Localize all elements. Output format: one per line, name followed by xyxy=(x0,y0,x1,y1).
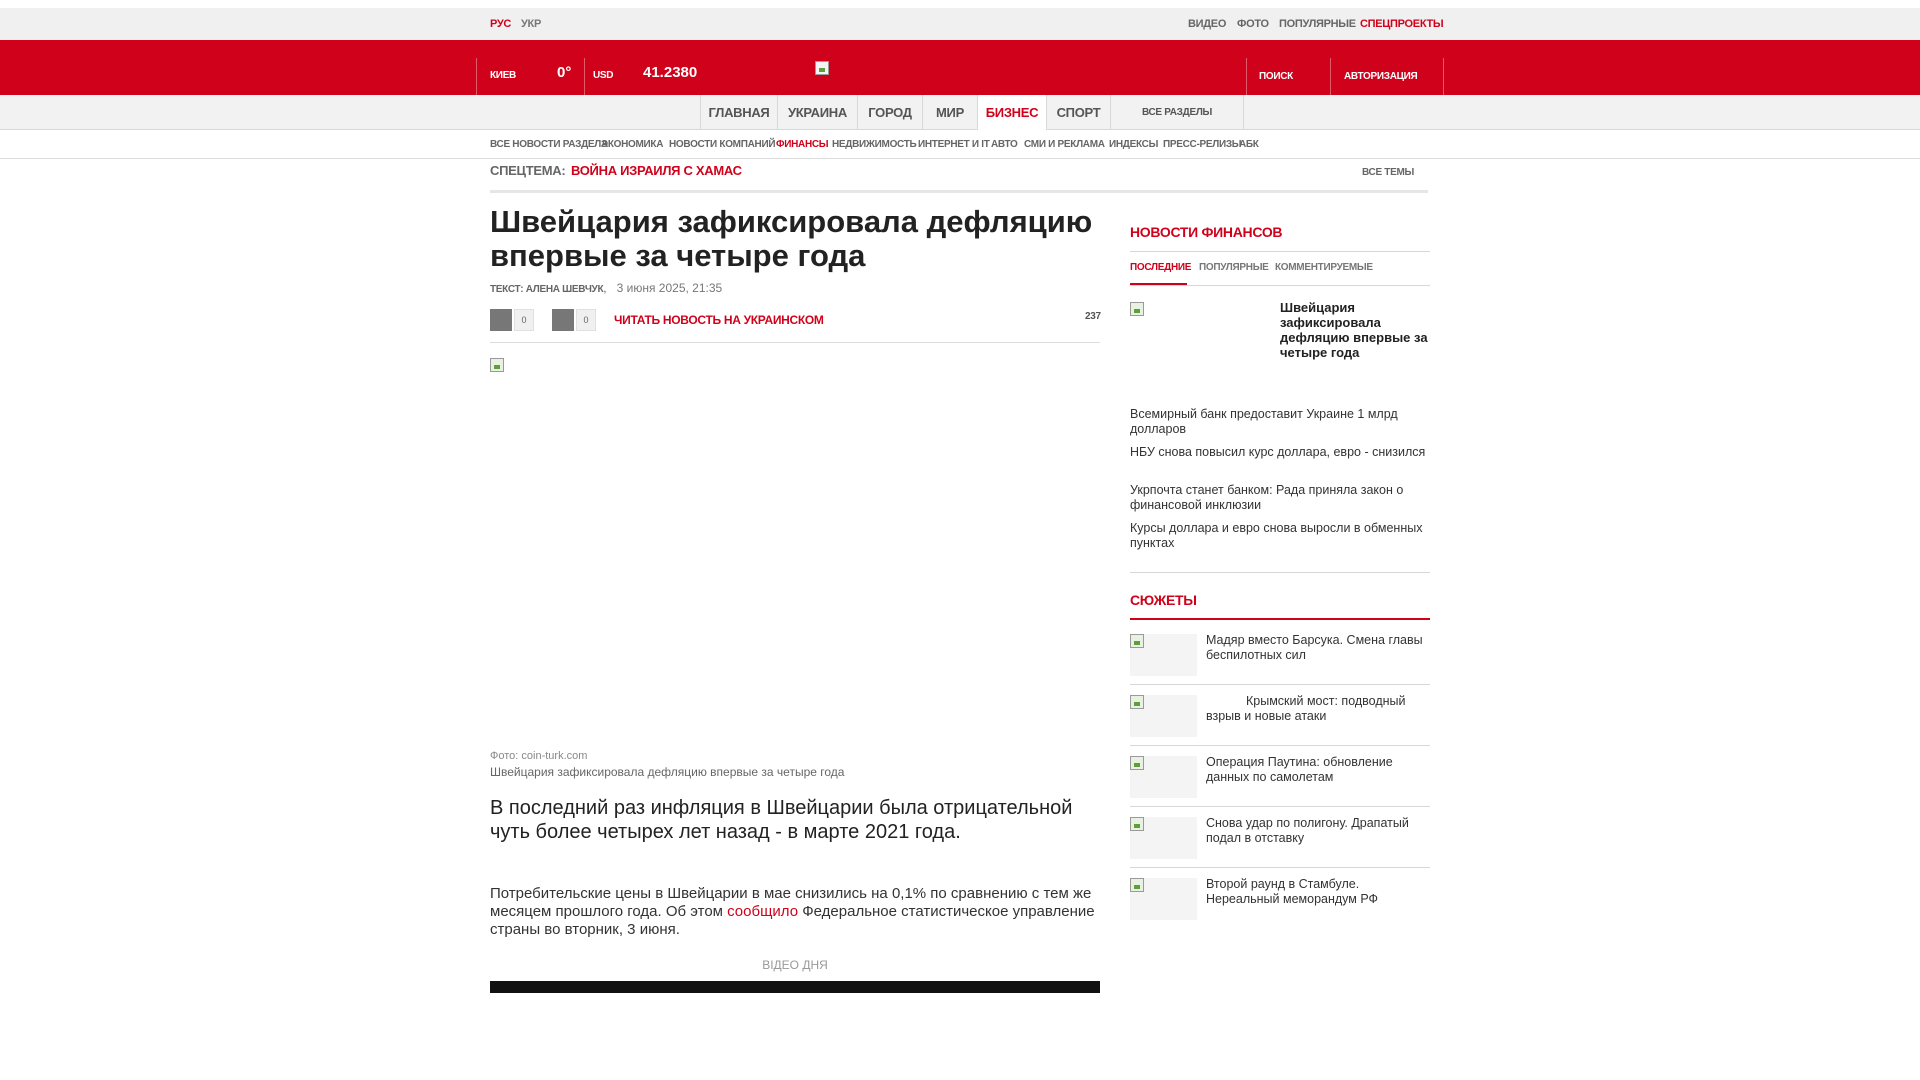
read-in-ukrainian-link[interactable]: ЧИТАТЬ НОВОСТЬ НА УКРАИНСКОМ xyxy=(614,313,824,327)
nav-business[interactable]: БИЗНЕС xyxy=(977,95,1046,130)
divider xyxy=(1330,58,1331,95)
lang-uk-link[interactable]: УКР xyxy=(521,18,541,30)
currency-label: USD xyxy=(593,70,614,81)
divider xyxy=(476,58,477,95)
broken-image-icon xyxy=(1130,634,1144,648)
video-player[interactable] xyxy=(490,981,1100,993)
nav-ukraine[interactable]: УКРАИНА xyxy=(777,95,857,130)
story-thumbnail[interactable] xyxy=(1130,878,1197,920)
nav-world[interactable]: МИР xyxy=(922,95,977,130)
divider xyxy=(1130,867,1430,868)
divider xyxy=(1443,58,1444,95)
header-bar xyxy=(0,40,1920,95)
story-thumbnail[interactable] xyxy=(1130,756,1197,798)
currency-rate: 41.2380 xyxy=(643,64,698,81)
divider xyxy=(1130,618,1430,620)
divider xyxy=(1130,251,1430,252)
lang-ru-link[interactable]: РУС xyxy=(490,18,512,30)
story-thumbnail[interactable] xyxy=(1130,695,1197,737)
subnav-media[interactable]: СМИ И РЕКЛАМА xyxy=(1024,139,1105,150)
subnav-all-news[interactable]: ВСЕ НОВОСТИ РАЗДЕЛА xyxy=(490,139,608,150)
article-title: Швейцария зафиксировала дефляцию впервые за четыре года xyxy=(490,204,1093,273)
story-link[interactable]: Мадяр вместо Барсука. Смена главы беспилотных сил xyxy=(1206,633,1423,662)
divider xyxy=(1130,285,1430,286)
story-link[interactable]: Второй раунд в Стамбуле. Нереальный меморандум РФ xyxy=(1206,877,1379,906)
main-nav xyxy=(0,95,1920,130)
broken-image-icon[interactable] xyxy=(1130,302,1144,316)
divider xyxy=(1130,684,1430,685)
top-bar xyxy=(0,8,1920,40)
site-logo[interactable] xyxy=(815,61,831,77)
tab-latest[interactable]: ПОСЛЕДНИЕ xyxy=(1130,262,1192,273)
broken-image-icon xyxy=(490,358,504,372)
auth-button[interactable]: АВТОРИЗАЦИЯ xyxy=(1344,71,1418,82)
divider xyxy=(490,342,1100,343)
news-link[interactable]: Укрпочта станет банком: Рада приняла закон о финансовой инклюзии xyxy=(1130,483,1404,512)
article-author[interactable]: ТЕКСТ: АЛЕНА ШЕВЧУК xyxy=(490,284,604,295)
body-text: Потребительские цены в Швейцарии в мае снизились на 0,1% по сравнению с тем же месяцем прошлого года. Об этом xyxy=(490,885,1092,920)
news-link[interactable]: НБУ снова повысил курс доллара, евро - снизился xyxy=(1130,445,1426,459)
broken-image-icon xyxy=(1130,817,1144,831)
special-topic-label: СПЕЦТЕМА: xyxy=(490,163,566,178)
subnav-economy[interactable]: ЭКОНОМИКА xyxy=(601,139,664,150)
video-of-day-label: ВІДЕО ДНЯ xyxy=(762,958,828,972)
story-link[interactable]: Снова удар по полигону. Драпатый подал в отставку xyxy=(1206,816,1409,845)
subnav-press-releases[interactable]: ПРЕСС-РЕЛИЗЫ xyxy=(1163,139,1242,150)
article-meta: ТЕКСТ: АЛЕНА ШЕВЧУК, 3 июня 2025, 21:35 xyxy=(490,281,723,295)
subnav-indexes[interactable]: ИНДЕКСЫ xyxy=(1109,139,1159,150)
photo-caption: Швейцария зафиксировала дефляцию впервые за четыре года xyxy=(490,765,845,779)
broken-image-icon xyxy=(1130,878,1144,892)
broken-image-icon xyxy=(1130,756,1144,770)
subnav-auto[interactable]: АВТО xyxy=(991,139,1018,150)
divider xyxy=(1246,58,1247,95)
share-count: 0 xyxy=(576,309,596,331)
story-link[interactable]: Операция Паутина: обновление данных по самолетам xyxy=(1206,755,1393,784)
article-date: 3 июня 2025, 21:35 xyxy=(616,281,723,295)
photo-source: Фото: coin-turk.com xyxy=(490,750,588,762)
featured-news-link[interactable]: Швейцария зафиксировала дефляцию впервые за четыре года xyxy=(1280,300,1428,360)
tab-popular[interactable]: ПОПУЛЯРНЫЕ xyxy=(1199,262,1269,273)
share-count: 0 xyxy=(514,309,534,331)
subnav-realty[interactable]: НЕДВИЖИМОСТЬ xyxy=(832,139,917,150)
special-projects-link[interactable]: СПЕЦПРОЕКТЫ xyxy=(1360,18,1444,30)
story-thumbnail[interactable] xyxy=(1130,817,1197,859)
body-text: Федеральное статистическое управление страны во вторник, 3 июня. xyxy=(490,903,1095,938)
news-link[interactable]: Всемирный банк предоставит Украине 1 млрд долларов xyxy=(1130,407,1398,436)
video-link[interactable]: ВИДЕО xyxy=(1188,18,1227,30)
story-thumbnail[interactable] xyxy=(1130,634,1197,676)
city-label[interactable]: КИЕВ xyxy=(490,70,516,81)
facebook-share-icon[interactable] xyxy=(490,309,512,331)
photo-link[interactable]: ФОТО xyxy=(1237,18,1269,30)
divider xyxy=(1130,806,1430,807)
all-topics-link[interactable]: ВСЕ ТЕМЫ xyxy=(1362,167,1415,178)
broken-image-icon xyxy=(1130,695,1144,709)
nav-city[interactable]: ГОРОД xyxy=(857,95,922,130)
divider xyxy=(1130,572,1430,573)
article-photo xyxy=(490,358,1100,738)
article-body xyxy=(490,885,1100,939)
subnav-finance[interactable]: ФИНАНСЫ xyxy=(776,139,829,150)
search-button[interactable]: ПОИСК xyxy=(1259,71,1293,82)
subnav-company-news[interactable]: НОВОСТИ КОМПАНИЙ xyxy=(669,139,776,150)
logo-image-icon xyxy=(815,61,829,75)
story-link[interactable]: Крымский мост: подводный взрыв и новые атаки xyxy=(1206,694,1406,723)
article-lead: В последний раз инфляция в Швейцарии была отрицательной чуть более четырех лет назад - в марте 2021 года. xyxy=(490,797,1073,843)
tab-commented[interactable]: КОММЕНТИРУЕМЫЕ xyxy=(1275,262,1373,273)
subnav-internet-it[interactable]: ИНТЕРНЕТ И IT xyxy=(918,139,990,150)
divider xyxy=(490,190,1428,193)
popular-link[interactable]: ПОПУЛЯРНЫЕ xyxy=(1279,18,1356,30)
divider xyxy=(1130,745,1430,746)
sub-nav xyxy=(0,130,1920,159)
source-link[interactable]: сообщило xyxy=(727,903,799,920)
subnav-abk[interactable]: АБК xyxy=(1239,139,1259,150)
nav-main[interactable]: ГЛАВНАЯ xyxy=(700,95,777,130)
divider xyxy=(584,58,585,95)
temperature: 0° xyxy=(557,64,572,81)
nav-sport[interactable]: СПОРТ xyxy=(1046,95,1111,130)
stories-title[interactable]: СЮЖЕТЫ xyxy=(1130,592,1197,608)
news-link[interactable]: Курсы доллара и евро снова выросли в обменных пунктах xyxy=(1130,521,1423,550)
twitter-share-icon[interactable] xyxy=(552,309,574,331)
special-topic-link[interactable]: ВОЙНА ИЗРАИЛЯ С ХАМАС xyxy=(570,163,742,178)
nav-all-sections[interactable]: ВСЕ РАЗДЕЛЫ xyxy=(1111,95,1244,130)
finance-news-title[interactable]: НОВОСТИ ФИНАНСОВ xyxy=(1130,224,1283,240)
view-count: 237 xyxy=(1085,311,1101,322)
special-topic xyxy=(490,163,742,178)
